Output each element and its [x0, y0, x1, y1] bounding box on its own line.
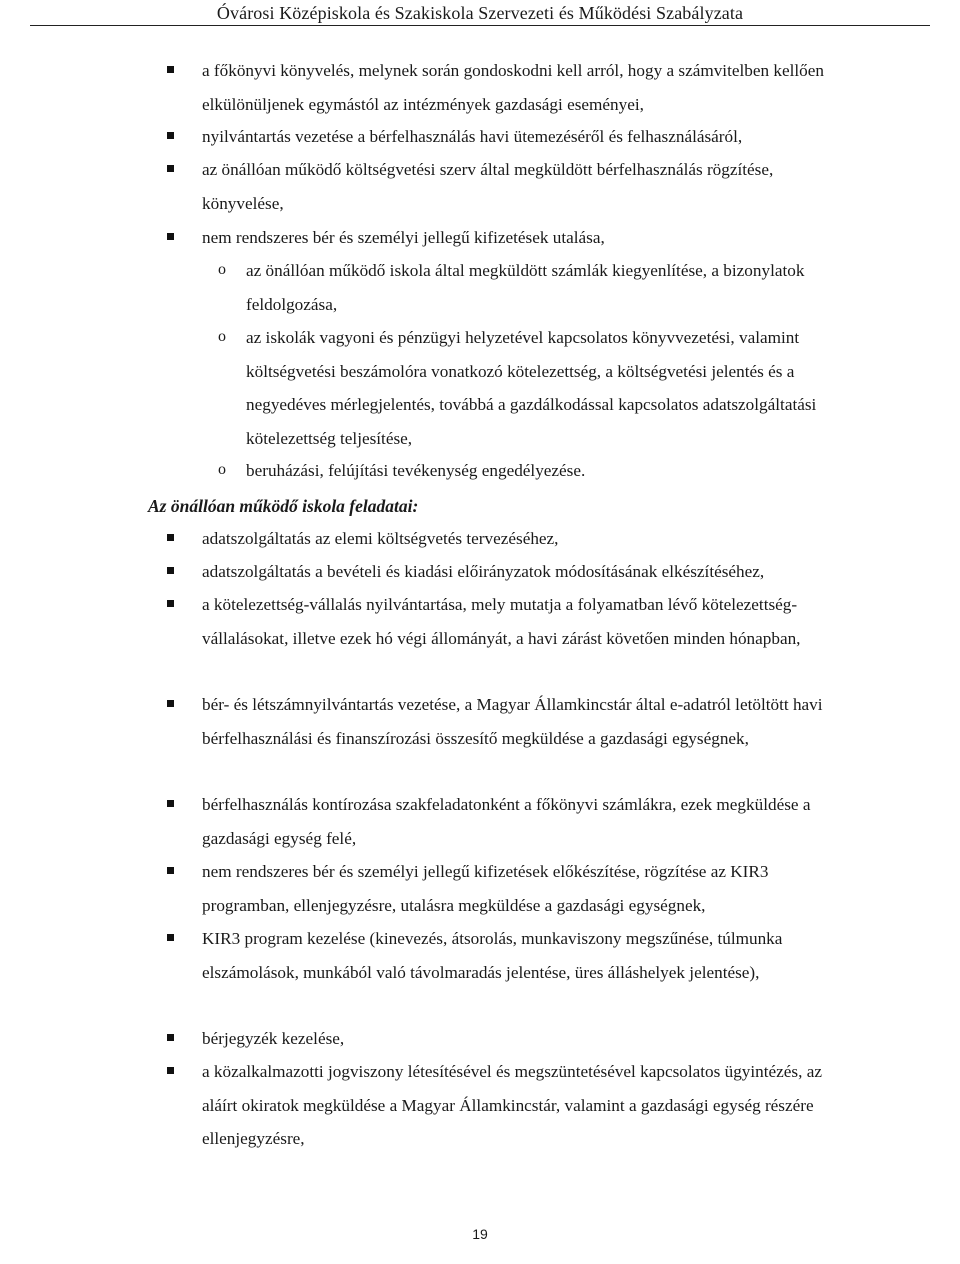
square-bullet-icon	[167, 867, 174, 874]
square-bullet-icon	[167, 800, 174, 807]
section-heading: Az önállóan működő iskola feladatai:	[148, 496, 419, 516]
list-item: a kötelezettség-vállalás nyilvántartása, mely mutatja a folyamatban lévő kötelezettség-vállalásokat, illetve ezek hó végi állományát, a havi zárást követően minden hónapban,	[202, 595, 801, 648]
square-bullet-icon	[167, 66, 174, 73]
square-bullet-icon	[167, 700, 174, 707]
list-item: a főkönyvi könyvelés, melynek során gondoskodni kell arról, hogy a számvitelben kellően elkülönüljenek egymástól az intézmények gazdasági eseményei,	[202, 61, 824, 114]
list-item: az önállóan működő költségvetési szerv által megküldött bérfelhasználás rögzítése, könyvelése,	[202, 160, 774, 213]
list-item: a közalkalmazotti jogviszony létesítésével és megszüntetésével kapcsolatos ügyintézés, az aláírt okiratok megküldése a Magyar Államkincstár, valamint a gazdasági egység részére ellenjegyzésre,	[202, 1062, 822, 1148]
square-bullet-icon	[167, 233, 174, 240]
document-title: Óvárosi Középiskola és Szakiskola Szervezeti és Működési Szabályzata	[216, 3, 744, 23]
page-header	[0, 0, 960, 28]
page-number: 19	[472, 1226, 488, 1242]
list-item: KIR3 program kezelése (kinevezés, átsorolás, munkaviszony megszűnése, túlmunka elszámolások, munkából való távolmaradás jelentése, üres álláshelyek jelentése),	[202, 929, 783, 982]
square-bullet-icon	[167, 1067, 174, 1074]
square-bullet-icon	[167, 534, 174, 541]
circle-bullet-icon: o	[218, 328, 226, 345]
list-item: nyilvántartás vezetése a bérfelhasználás havi ütemezéséről és felhasználásáról,	[202, 127, 743, 146]
list-item: bérjegyzék kezelése,	[202, 1029, 345, 1048]
sub-list-item: az önállóan működő iskola által megküldött számlák kiegyenlítése, a bizonylatok feldolgozása,	[246, 261, 805, 314]
circle-bullet-icon: o	[218, 261, 226, 278]
square-bullet-icon	[167, 165, 174, 172]
square-bullet-icon	[167, 600, 174, 607]
square-bullet-icon	[167, 934, 174, 941]
square-bullet-icon	[167, 1034, 174, 1041]
list-item: adatszolgáltatás az elemi költségvetés tervezéséhez,	[202, 529, 559, 548]
square-bullet-icon	[167, 567, 174, 574]
header-divider	[30, 25, 930, 26]
square-bullet-icon	[167, 132, 174, 139]
list-item: adatszolgáltatás a bevételi és kiadási előirányzatok módosításának elkészítéséhez,	[202, 562, 765, 581]
sub-list-item: beruházási, felújítási tevékenység engedélyezése.	[246, 461, 586, 480]
sub-list-item: az iskolák vagyoni és pénzügyi helyzetével kapcsolatos könyvvezetési, valamint költségvetési beszámolóra vonatkozó kötelezettség, a költségvetési jelentés és a negyedéves mérlegjelentés, továbbá a gazdálkodással kapcsolatos adatszolgáltatási kötelezettség teljesítése,	[246, 328, 817, 448]
list-item: bér- és létszámnyilvántartás vezetése, a Magyar Államkincstár által e-adatról letöltött havi bérfelhasználási és finanszírozási összesítő megküldése a gazdasági egységnek,	[202, 695, 823, 748]
circle-bullet-icon: o	[218, 461, 226, 478]
list-item: bérfelhasználás kontírozása szakfeladatonként a főkönyvi számlákra, ezek megküldése a gazdasági egység felé,	[202, 795, 811, 848]
list-item: nem rendszeres bér és személyi jellegű kifizetések előkészítése, rögzítése az KIR3 programban, ellenjegyzésre, utalásra megküldése a gazdasági egységnek,	[202, 862, 769, 915]
list-item: nem rendszeres bér és személyi jellegű kifizetések utalása,	[202, 228, 605, 247]
